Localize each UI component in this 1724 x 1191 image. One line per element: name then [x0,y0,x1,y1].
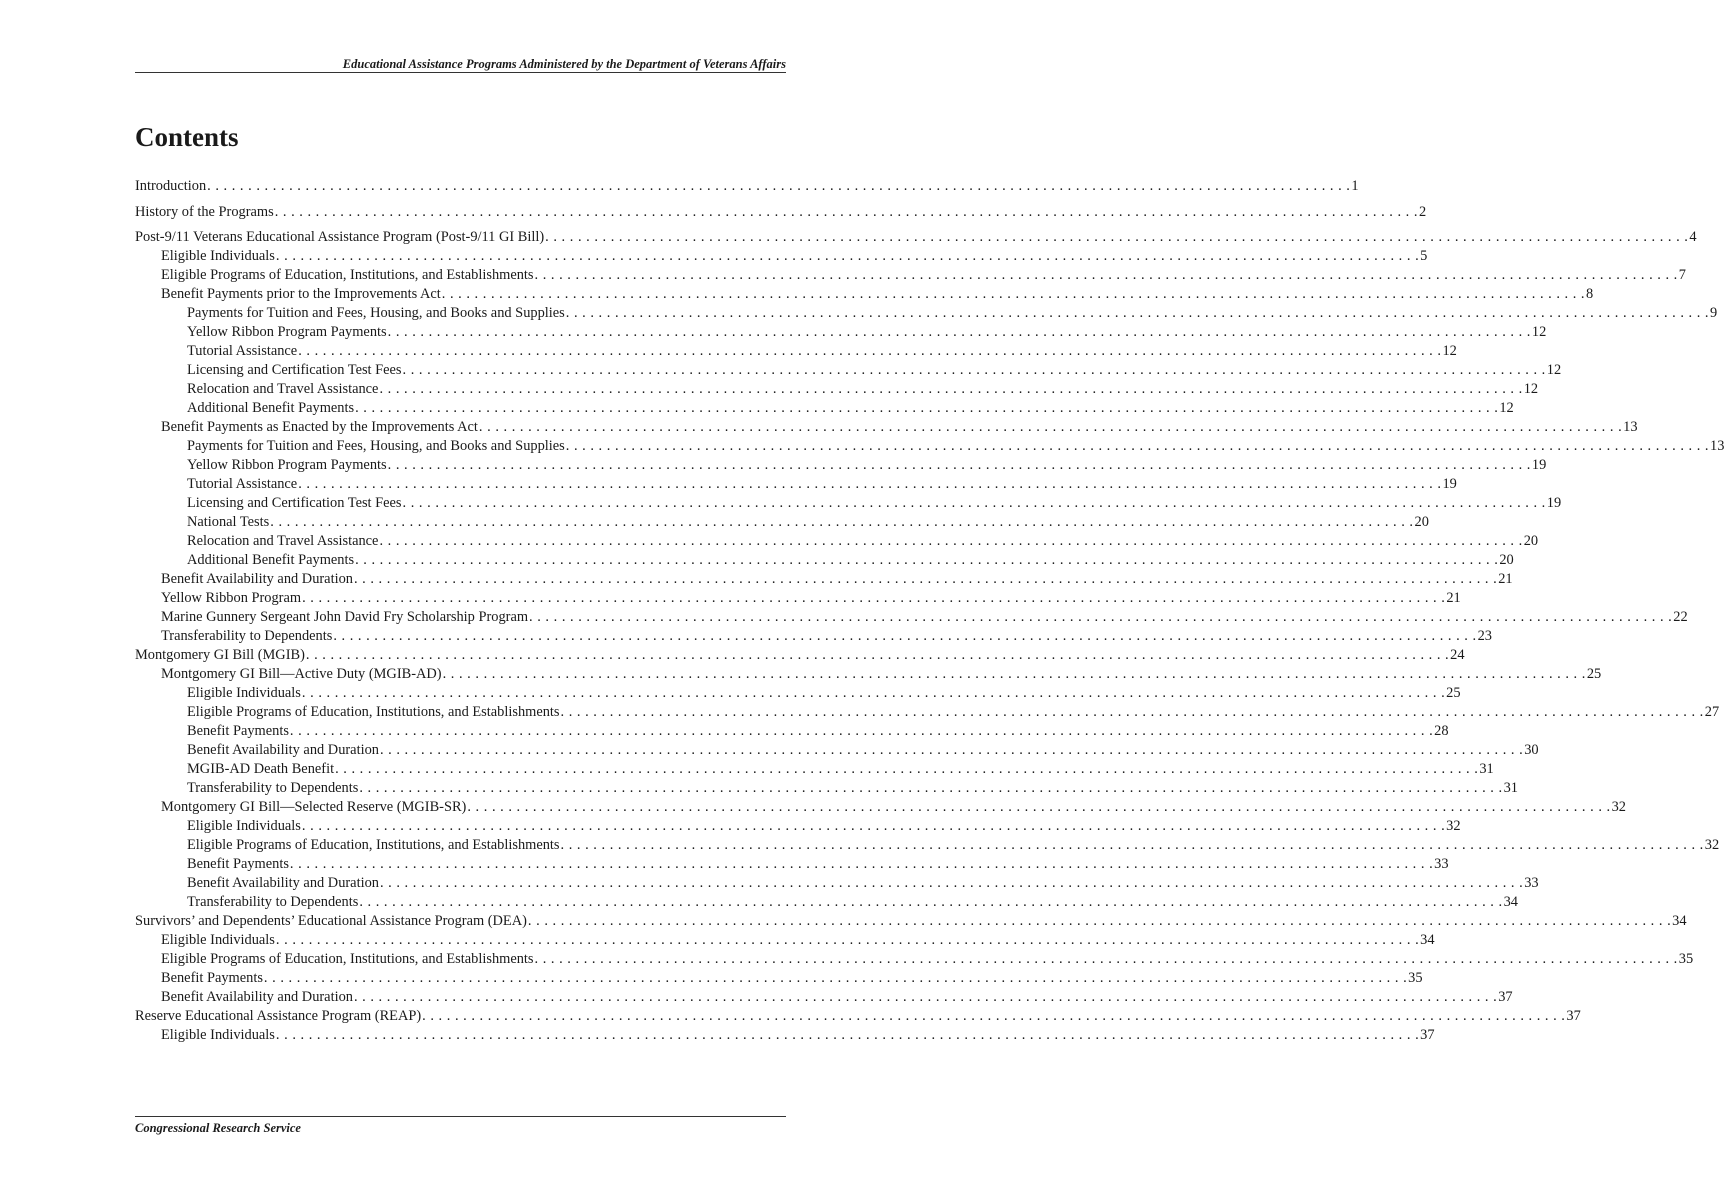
toc-entry-title: National Tests [187,514,270,530]
toc-entry-title: Eligible Programs of Education, Institutions, and Establishments [187,837,560,853]
toc-entry-title: Introduction [135,178,207,194]
toc-leader-dots: . . . . . . . . . . . . . . . . . . . . . . . . . . . . . . . . . . . . . . . . . . . . . . . . . . . . . . . . . . . . . . . . . . . . . . . . . . . . . . . . . . . . . . . . . . . . . . . . . . . . . . . . . . . . . . . . . . . . . . . . . . . . . . . . . . . . . . . . . . . . [335,761,1479,777]
toc-entry[interactable] [135,779,1518,798]
toc-leader-dots: . . . . . . . . . . . . . . . . . . . . . . . . . . . . . . . . . . . . . . . . . . . . . . . . . . . . . . . . . . . . . . . . . . . . . . . . . . . . . . . . . . . . . . . . . . . . . . . . . . . . . . . . . . . . . . . . . . . . . . . . . . . . . . . . . . . . . . . . . . . . [545,229,1689,245]
toc-entry-page: 35 [1408,970,1423,986]
toc-entry[interactable] [135,513,1429,532]
toc-entry-title: Benefit Availability and Duration [161,989,353,1005]
toc-leader-dots: . . . . . . . . . . . . . . . . . . . . . . . . . . . . . . . . . . . . . . . . . . . . . . . . . . . . . . . . . . . . . . . . . . . . . . . . . . . . . . . . . . . . . . . . . . . . . . . . . . . . . . . . . . . . . . . . . . . . . . . . . . . . . . . . . . . . . . . . . . . . [560,704,1704,720]
toc-leader-dots: . . . . . . . . . . . . . . . . . . . . . . . . . . . . . . . . . . . . . . . . . . . . . . . . . . . . . . . . . . . . . . . . . . . . . . . . . . . . . . . . . . . . . . . . . . . . . . . . . . . . . . . . . . . . . . . . . . . . . . . . . . . . . . . . . . . . . . . . . . . . [534,267,1678,283]
toc-entry[interactable] [135,399,1514,418]
toc-entry[interactable] [135,1007,1581,1026]
toc-entry[interactable] [135,551,1514,570]
toc-entry[interactable] [135,247,1428,266]
toc-entry-title: Payments for Tuition and Fees, Housing, and Books and Supplies [187,438,565,454]
toc-entry-page: 19 [1442,476,1457,492]
toc-entry-title: Montgomery GI Bill—Active Duty (MGIB-AD) [161,666,442,682]
toc-leader-dots: . . . . . . . . . . . . . . . . . . . . . . . . . . . . . . . . . . . . . . . . . . . . . . . . . . . . . . . . . . . . . . . . . . . . . . . . . . . . . . . . . . . . . . . . . . . . . . . . . . . . . . . . . . . . . . . . . . . . . . . . . . . . . . . . . . . . . . . . . . . . [534,951,1678,967]
running-header: Educational Assistance Programs Administered by the Department of Veterans Affairs [342,57,786,71]
toc-entry-title: Benefit Payments [187,723,289,739]
toc-leader-dots: . . . . . . . . . . . . . . . . . . . . . . . . . . . . . . . . . . . . . . . . . . . . . . . . . . . . . . . . . . . . . . . . . . . . . . . . . . . . . . . . . . . . . . . . . . . . . . . . . . . . . . . . . . . . . . . . . . . . . . . . . . . . . . . . . . . . . . . . . . . . [467,799,1611,815]
toc-entry-page: 37 [1566,1008,1581,1024]
toc-leader-dots: . . . . . . . . . . . . . . . . . . . . . . . . . . . . . . . . . . . . . . . . . . . . . . . . . . . . . . . . . . . . . . . . . . . . . . . . . . . . . . . . . . . . . . . . . . . . . . . . . . . . . . . . . . . . . . . . . . . . . . . . . . . . . . . . . . . . . . . . . . . . [422,1008,1566,1024]
toc-leader-dots: . . . . . . . . . . . . . . . . . . . . . . . . . . . . . . . . . . . . . . . . . . . . . . . . . . . . . . . . . . . . . . . . . . . . . . . . . . . . . . . . . . . . . . . . . . . . . . . . . . . . . . . . . . . . . . . . . . . . . . . . . . . . . . . . . . . . . . . . . . . . [301,818,1446,834]
toc-leader-dots: . . . . . . . . . . . . . . . . . . . . . . . . . . . . . . . . . . . . . . . . . . . . . . . . . . . . . . . . . . . . . . . . . . . . . . . . . . . . . . . . . . . . . . . . . . . . . . . . . . . . . . . . . . . . . . . . . . . . . . . . . . . . . . . . . . . . . . . . . . . . [379,381,1523,397]
toc-leader-dots: . . . . . . . . . . . . . . . . . . . . . . . . . . . . . . . . . . . . . . . . . . . . . . . . . . . . . . . . . . . . . . . . . . . . . . . . . . . . . . . . . . . . . . . . . . . . . . . . . . . . . . . . . . . . . . . . . . . . . . . . . . . . . . . . . . . . . . . . . . . . [333,628,1477,644]
toc-entry-page: 4 [1689,229,1697,245]
toc-leader-dots: . . . . . . . . . . . . . . . . . . . . . . . . . . . . . . . . . . . . . . . . . . . . . . . . . . . . . . . . . . . . . . . . . . . . . . . . . . . . . . . . . . . . . . . . . . . . . . . . . . . . . . . . . . . . . . . . . . . . . . . . . . . . . . . . . . . . . . . . . . . . [289,856,1434,872]
toc-entry-title: Benefit Availability and Duration [187,875,379,891]
toc-leader-dots: . . . . . . . . . . . . . . . . . . . . . . . . . . . . . . . . . . . . . . . . . . . . . . . . . . . . . . . . . . . . . . . . . . . . . . . . . . . . . . . . . . . . . . . . . . . . . . . . . . . . . . . . . . . . . . . . . . . . . . . . . . . . . . . . . . . . . . . . . . . . [359,894,1503,910]
toc-entry[interactable] [135,418,1638,437]
toc-entry-page: 24 [1450,647,1465,663]
toc-entry-title: Benefit Payments as Enacted by the Improvements Act [161,419,478,435]
toc-entry-page: 32 [1611,799,1626,815]
toc-entry-page: 1 [1351,178,1359,194]
toc-entry-title: Survivors’ and Dependents’ Educational Assistance Program (DEA) [135,913,527,929]
toc-entry-title: Relocation and Travel Assistance [187,533,379,549]
toc-entry-page: 25 [1586,666,1602,682]
footer-divider [135,1116,786,1117]
toc-entry-title: Tutorial Assistance [187,476,298,492]
toc-entry[interactable] [135,380,1539,399]
toc-leader-dots: . . . . . . . . . . . . . . . . . . . . . . . . . . . . . . . . . . . . . . . . . . . . . . . . . . . . . . . . . . . . . . . . . . . . . . . . . . . . . . . . . . . . . . . . . . . . . . . . . . . . . . . . . . . . . . . . . . . . . . . . . . . . . . . . . . . . . . . . . . . . [402,495,1546,511]
toc-entry[interactable] [135,931,1435,950]
toc-entry-page: 34 [1503,894,1518,910]
toc-entry-title: Transferability to Dependents [187,894,359,910]
toc-leader-dots: . . . . . . . . . . . . . . . . . . . . . . . . . . . . . . . . . . . . . . . . . . . . . . . . . . . . . . . . . . . . . . . . . . . . . . . . . . . . . . . . . . . . . . . . . . . . . . . . . . . . . . . . . . . . . . . . . . . . . . . . . . . . . . . . . . . . . . . . . . . . [387,457,1531,473]
toc-entry-title: MGIB-AD Death Benefit [187,761,335,777]
toc-entry[interactable] [135,570,1513,589]
toc-leader-dots: . . . . . . . . . . . . . . . . . . . . . . . . . . . . . . . . . . . . . . . . . . . . . . . . . . . . . . . . . . . . . . . . . . . . . . . . . . . . . . . . . . . . . . . . . . . . . . . . . . . . . . . . . . . . . . . . . . . . . . . . . . . . . . . . . . . . . . . . . . . . [379,875,1524,891]
toc-entry[interactable] [135,266,1686,285]
toc-entry-title: Additional Benefit Payments [187,552,355,568]
toc-entry-page: 23 [1477,628,1492,644]
toc-entry-title: Eligible Individuals [187,685,301,701]
toc-entry-title: Eligible Individuals [187,818,301,834]
toc-entry-page: 37 [1420,1027,1435,1043]
toc-entry-title: Yellow Ribbon Program [161,590,302,606]
toc-leader-dots: . . . . . . . . . . . . . . . . . . . . . . . . . . . . . . . . . . . . . . . . . . . . . . . . . . . . . . . . . . . . . . . . . . . . . . . . . . . . . . . . . . . . . . . . . . . . . . . . . . . . . . . . . . . . . . . . . . . . . . . . . . . . . . . . . . . . . . . . . . . . [529,609,1673,625]
toc-entry[interactable] [135,203,1427,222]
toc-entry-title: Eligible Individuals [161,932,275,948]
toc-leader-dots: . . . . . . . . . . . . . . . . . . . . . . . . . . . . . . . . . . . . . . . . . . . . . . . . . . . . . . . . . . . . . . . . . . . . . . . . . . . . . . . . . . . . . . . . . . . . . . . . . . . . . . . . . . . . . . . . . . . . . . . . . . . . . . . . . . . . . . . . . . . . [478,419,1623,435]
toc-entry[interactable] [135,722,1449,741]
toc-entry-title: History of the Programs [135,203,274,220]
toc-entry[interactable] [135,855,1449,874]
toc-entry-title: Montgomery GI Bill (MGIB) [135,647,305,663]
toc-entry[interactable] [135,437,1724,456]
toc-entry-page: 22 [1673,609,1688,625]
toc-entry-title: Licensing and Certification Test Fees [187,362,402,378]
toc-leader-dots: . . . . . . . . . . . . . . . . . . . . . . . . . . . . . . . . . . . . . . . . . . . . . . . . . . . . . . . . . . . . . . . . . . . . . . . . . . . . . . . . . . . . . . . . . . . . . . . . . . . . . . . . . . . . . . . . . . . . . . . . . . . . . . . . . . . . . . . . . . . . [402,362,1546,378]
toc-entry-title: Payments for Tuition and Fees, Housing, and Books and Supplies [187,305,565,321]
toc-leader-dots: . . . . . . . . . . . . . . . . . . . . . . . . . . . . . . . . . . . . . . . . . . . . . . . . . . . . . . . . . . . . . . . . . . . . . . . . . . . . . . . . . . . . . . . . . . . . . . . . . . . . . . . . . . . . . . . . . . . . . . . . . . . . . . . . . . . . . . . . . . . . [275,248,1420,264]
toc-entry[interactable] [135,532,1539,551]
toc-entry-page: 34 [1672,913,1687,929]
toc-entry[interactable] [135,494,1562,513]
toc-entry[interactable] [135,627,1492,646]
toc-leader-dots: . . . . . . . . . . . . . . . . . . . . . . . . . . . . . . . . . . . . . . . . . . . . . . . . . . . . . . . . . . . . . . . . . . . . . . . . . . . . . . . . . . . . . . . . . . . . . . . . . . . . . . . . . . . . . . . . . . . . . . . . . . . . . . . . . . . . . . . . . . . . [275,1027,1420,1043]
toc-leader-dots: . . . . . . . . . . . . . . . . . . . . . . . . . . . . . . . . . . . . . . . . . . . . . . . . . . . . . . . . . . . . . . . . . . . . . . . . . . . . . . . . . . . . . . . . . . . . . . . . . . . . . . . . . . . . . . . . . . . . . . . . . . . . . . . . . . . . . . . . . . . . [353,989,1498,1005]
toc-entry-page: 25 [1446,685,1461,701]
toc-entry-title: Tutorial Assistance [187,343,298,359]
table-of-contents [135,177,1724,1045]
toc-entry[interactable] [135,665,1602,684]
toc-entry[interactable] [135,741,1539,760]
toc-entry-page: 13 [1623,419,1638,435]
toc-leader-dots: . . . . . . . . . . . . . . . . . . . . . . . . . . . . . . . . . . . . . . . . . . . . . . . . . . . . . . . . . . . . . . . . . . . . . . . . . . . . . . . . . . . . . . . . . . . . . . . . . . . . . . . . . . . . . . . . . . . . . . . . . . . . . . . . . . . . . . . . . . . . [289,723,1434,739]
toc-entry-page: 32 [1704,837,1720,853]
toc-entry-page: 12 [1531,324,1547,340]
toc-entry[interactable] [135,969,1423,988]
toc-entry[interactable] [135,456,1547,475]
toc-entry[interactable] [135,703,1720,722]
toc-entry-page: 33 [1434,856,1449,872]
toc-entry-title: Eligible Individuals [161,1027,275,1043]
toc-leader-dots: . . . . . . . . . . . . . . . . . . . . . . . . . . . . . . . . . . . . . . . . . . . . . . . . . . . . . . . . . . . . . . . . . . . . . . . . . . . . . . . . . . . . . . . . . . . . . . . . . . . . . . . . . . . . . . . . . . . . . . . . . . . . . . . . . . . . . . . . . . . . [207,178,1351,194]
toc-leader-dots: . . . . . . . . . . . . . . . . . . . . . . . . . . . . . . . . . . . . . . . . . . . . . . . . . . . . . . . . . . . . . . . . . . . . . . . . . . . . . . . . . . . . . . . . . . . . . . . . . . . . . . . . . . . . . . . . . . . . . . . . . . . . . . . . . . . . . . . . . . . . [565,438,1710,454]
toc-leader-dots: . . . . . . . . . . . . . . . . . . . . . . . . . . . . . . . . . . . . . . . . . . . . . . . . . . . . . . . . . . . . . . . . . . . . . . . . . . . . . . . . . . . . . . . . . . . . . . . . . . . . . . . . . . . . . . . . . . . . . . . . . . . . . . . . . . . . . . . . . . . . [274,203,1418,220]
toc-entry-page: 32 [1446,818,1461,834]
toc-entry-page: 21 [1498,571,1513,587]
header-divider [135,72,786,73]
toc-leader-dots: . . . . . . . . . . . . . . . . . . . . . . . . . . . . . . . . . . . . . . . . . . . . . . . . . . . . . . . . . . . . . . . . . . . . . . . . . . . . . . . . . . . . . . . . . . . . . . . . . . . . . . . . . . . . . . . . . . . . . . . . . . . . . . . . . . . . . . . . . . . . [263,970,1408,986]
toc-entry-title: Benefit Payments [161,970,263,986]
toc-leader-dots: . . . . . . . . . . . . . . . . . . . . . . . . . . . . . . . . . . . . . . . . . . . . . . . . . . . . . . . . . . . . . . . . . . . . . . . . . . . . . . . . . . . . . . . . . . . . . . . . . . . . . . . . . . . . . . . . . . . . . . . . . . . . . . . . . . . . . . . . . . . . [387,324,1531,340]
toc-entry-page: 19 [1531,457,1547,473]
toc-entry[interactable] [135,177,1359,196]
toc-entry-title: Yellow Ribbon Program Payments [187,324,387,340]
toc-entry-title: Eligible Programs of Education, Institutions, and Establishments [161,951,534,967]
toc-entry-page: 19 [1546,495,1562,511]
toc-entry[interactable] [135,646,1465,665]
toc-entry-title: Benefit Availability and Duration [187,742,379,758]
toc-leader-dots: . . . . . . . . . . . . . . . . . . . . . . . . . . . . . . . . . . . . . . . . . . . . . . . . . . . . . . . . . . . . . . . . . . . . . . . . . . . . . . . . . . . . . . . . . . . . . . . . . . . . . . . . . . . . . . . . . . . . . . . . . . . . . . . . . . . . . . . . . . . . [379,533,1523,549]
toc-leader-dots: . . . . . . . . . . . . . . . . . . . . . . . . . . . . . . . . . . . . . . . . . . . . . . . . . . . . . . . . . . . . . . . . . . . . . . . . . . . . . . . . . . . . . . . . . . . . . . . . . . . . . . . . . . . . . . . . . . . . . . . . . . . . . . . . . . . . . . . . . . . . [301,685,1446,701]
toc-entry-page: 31 [1503,780,1518,796]
toc-entry[interactable] [135,988,1513,1007]
toc-entry[interactable] [135,589,1461,608]
toc-leader-dots: . . . . . . . . . . . . . . . . . . . . . . . . . . . . . . . . . . . . . . . . . . . . . . . . . . . . . . . . . . . . . . . . . . . . . . . . . . . . . . . . . . . . . . . . . . . . . . . . . . . . . . . . . . . . . . . . . . . . . . . . . . . . . . . . . . . . . . . . . . . . [379,742,1524,758]
toc-entry[interactable] [135,836,1720,855]
toc-entry-title: Transferability to Dependents [161,628,333,644]
toc-entry-title: Reserve Educational Assistance Program (REAP) [135,1008,422,1024]
toc-entry[interactable] [135,817,1461,836]
toc-entry-title: Relocation and Travel Assistance [187,381,379,397]
toc-entry-page: 12 [1523,381,1539,397]
toc-entry-title: Benefit Payments [187,856,289,872]
toc-entry-page: 30 [1524,742,1539,758]
toc-leader-dots: . . . . . . . . . . . . . . . . . . . . . . . . . . . . . . . . . . . . . . . . . . . . . . . . . . . . . . . . . . . . . . . . . . . . . . . . . . . . . . . . . . . . . . . . . . . . . . . . . . . . . . . . . . . . . . . . . . . . . . . . . . . . . . . . . . . . . . . . . . . . [359,780,1503,796]
footer-publisher: Congressional Research Service [135,1121,301,1135]
toc-leader-dots: . . . . . . . . . . . . . . . . . . . . . . . . . . . . . . . . . . . . . . . . . . . . . . . . . . . . . . . . . . . . . . . . . . . . . . . . . . . . . . . . . . . . . . . . . . . . . . . . . . . . . . . . . . . . . . . . . . . . . . . . . . . . . . . . . . . . . . . . . . . . [270,514,1414,530]
toc-leader-dots: . . . . . . . . . . . . . . . . . . . . . . . . . . . . . . . . . . . . . . . . . . . . . . . . . . . . . . . . . . . . . . . . . . . . . . . . . . . . . . . . . . . . . . . . . . . . . . . . . . . . . . . . . . . . . . . . . . . . . . . . . . . . . . . . . . . . . . . . . . . . [275,932,1420,948]
toc-entry-title: Eligible Programs of Education, Institutions, and Establishments [187,704,560,720]
toc-entry[interactable] [135,361,1562,380]
toc-entry-page: 28 [1434,723,1449,739]
toc-entry-title: Benefit Payments prior to the Improvements Act [161,286,441,302]
toc-leader-dots: . . . . . . . . . . . . . . . . . . . . . . . . . . . . . . . . . . . . . . . . . . . . . . . . . . . . . . . . . . . . . . . . . . . . . . . . . . . . . . . . . . . . . . . . . . . . . . . . . . . . . . . . . . . . . . . . . . . . . . . . . . . . . . . . . . . . . . . . . . . . [560,837,1704,853]
toc-entry-page: 12 [1546,362,1562,378]
toc-entry[interactable] [135,798,1626,817]
toc-entry-page: 37 [1498,989,1513,1005]
toc-leader-dots: . . . . . . . . . . . . . . . . . . . . . . . . . . . . . . . . . . . . . . . . . . . . . . . . . . . . . . . . . . . . . . . . . . . . . . . . . . . . . . . . . . . . . . . . . . . . . . . . . . . . . . . . . . . . . . . . . . . . . . . . . . . . . . . . . . . . . . . . . . . . [442,666,1586,682]
toc-leader-dots: . . . . . . . . . . . . . . . . . . . . . . . . . . . . . . . . . . . . . . . . . . . . . . . . . . . . . . . . . . . . . . . . . . . . . . . . . . . . . . . . . . . . . . . . . . . . . . . . . . . . . . . . . . . . . . . . . . . . . . . . . . . . . . . . . . . . . . . . . . . . [353,571,1498,587]
toc-entry-title: Marine Gunnery Sergeant John David Fry Scholarship Program [161,609,529,625]
toc-entry-page: 34 [1420,932,1435,948]
toc-entry[interactable] [135,893,1518,912]
toc-entry-page: 2 [1418,203,1427,220]
toc-entry[interactable] [135,228,1697,247]
toc-entry[interactable] [135,684,1461,703]
toc-entry-title: Benefit Availability and Duration [161,571,353,587]
toc-entry-page: 20 [1414,514,1429,530]
toc-entry-title: Post-9/11 Veterans Educational Assistance Program (Post-9/11 GI Bill) [135,229,545,245]
toc-entry-title: Eligible Individuals [161,248,275,264]
toc-entry-page: 20 [1523,533,1539,549]
toc-entry[interactable] [135,874,1539,893]
toc-entry[interactable] [135,475,1457,494]
toc-entry[interactable] [135,760,1494,779]
toc-entry[interactable] [135,608,1688,627]
toc-leader-dots: . . . . . . . . . . . . . . . . . . . . . . . . . . . . . . . . . . . . . . . . . . . . . . . . . . . . . . . . . . . . . . . . . . . . . . . . . . . . . . . . . . . . . . . . . . . . . . . . . . . . . . . . . . . . . . . . . . . . . . . . . . . . . . . . . . . . . . . . . . . . [355,552,1499,568]
toc-leader-dots: . . . . . . . . . . . . . . . . . . . . . . . . . . . . . . . . . . . . . . . . . . . . . . . . . . . . . . . . . . . . . . . . . . . . . . . . . . . . . . . . . . . . . . . . . . . . . . . . . . . . . . . . . . . . . . . . . . . . . . . . . . . . . . . . . . . . . . . . . . . . [565,305,1710,321]
toc-leader-dots: . . . . . . . . . . . . . . . . . . . . . . . . . . . . . . . . . . . . . . . . . . . . . . . . . . . . . . . . . . . . . . . . . . . . . . . . . . . . . . . . . . . . . . . . . . . . . . . . . . . . . . . . . . . . . . . . . . . . . . . . . . . . . . . . . . . . . . . . . . . . [355,400,1499,416]
toc-entry-page: 12 [1499,400,1514,416]
toc-entry[interactable] [135,342,1457,361]
toc-entry[interactable] [135,950,1694,969]
toc-entry-page: 21 [1446,590,1461,606]
toc-leader-dots: . . . . . . . . . . . . . . . . . . . . . . . . . . . . . . . . . . . . . . . . . . . . . . . . . . . . . . . . . . . . . . . . . . . . . . . . . . . . . . . . . . . . . . . . . . . . . . . . . . . . . . . . . . . . . . . . . . . . . . . . . . . . . . . . . . . . . . . . . . . . [441,286,1586,302]
toc-entry-page: 8 [1586,286,1594,302]
toc-entry-title: Transferability to Dependents [187,780,359,796]
toc-entry-page: 27 [1704,704,1720,720]
toc-entry-title: Yellow Ribbon Program Payments [187,457,387,473]
toc-entry-title: Additional Benefit Payments [187,400,355,416]
toc-entry-page: 13 [1710,438,1724,454]
toc-entry-title: Eligible Programs of Education, Institutions, and Establishments [161,267,534,283]
toc-entry-title: Montgomery GI Bill—Selected Reserve (MGIB-SR) [161,799,467,815]
toc-entry-page: 31 [1479,761,1494,777]
toc-entry[interactable] [135,304,1718,323]
toc-entry-page: 35 [1678,951,1694,967]
toc-leader-dots: . . . . . . . . . . . . . . . . . . . . . . . . . . . . . . . . . . . . . . . . . . . . . . . . . . . . . . . . . . . . . . . . . . . . . . . . . . . . . . . . . . . . . . . . . . . . . . . . . . . . . . . . . . . . . . . . . . . . . . . . . . . . . . . . . . . . . . . . . . . . [298,343,1442,359]
toc-entry[interactable] [135,285,1594,304]
toc-entry-page: 12 [1442,343,1457,359]
toc-entry-page: 20 [1499,552,1514,568]
toc-entry[interactable] [135,912,1687,931]
toc-entry-page: 9 [1710,305,1718,321]
toc-entry[interactable] [135,323,1547,342]
toc-entry-page: 5 [1420,248,1428,264]
toc-entry[interactable] [135,1026,1435,1045]
toc-leader-dots: . . . . . . . . . . . . . . . . . . . . . . . . . . . . . . . . . . . . . . . . . . . . . . . . . . . . . . . . . . . . . . . . . . . . . . . . . . . . . . . . . . . . . . . . . . . . . . . . . . . . . . . . . . . . . . . . . . . . . . . . . . . . . . . . . . . . . . . . . . . . [302,590,1446,606]
toc-leader-dots: . . . . . . . . . . . . . . . . . . . . . . . . . . . . . . . . . . . . . . . . . . . . . . . . . . . . . . . . . . . . . . . . . . . . . . . . . . . . . . . . . . . . . . . . . . . . . . . . . . . . . . . . . . . . . . . . . . . . . . . . . . . . . . . . . . . . . . . . . . . . [298,476,1442,492]
toc-entry-page: 7 [1678,267,1686,283]
toc-leader-dots: . . . . . . . . . . . . . . . . . . . . . . . . . . . . . . . . . . . . . . . . . . . . . . . . . . . . . . . . . . . . . . . . . . . . . . . . . . . . . . . . . . . . . . . . . . . . . . . . . . . . . . . . . . . . . . . . . . . . . . . . . . . . . . . . . . . . . . . . . . . . [305,647,1450,663]
toc-entry-title: Licensing and Certification Test Fees [187,495,402,511]
toc-entry-page: 33 [1524,875,1539,891]
toc-leader-dots: . . . . . . . . . . . . . . . . . . . . . . . . . . . . . . . . . . . . . . . . . . . . . . . . . . . . . . . . . . . . . . . . . . . . . . . . . . . . . . . . . . . . . . . . . . . . . . . . . . . . . . . . . . . . . . . . . . . . . . . . . . . . . . . . . . . . . . . . . . . . [527,913,1672,929]
page-title: Contents [135,122,239,152]
